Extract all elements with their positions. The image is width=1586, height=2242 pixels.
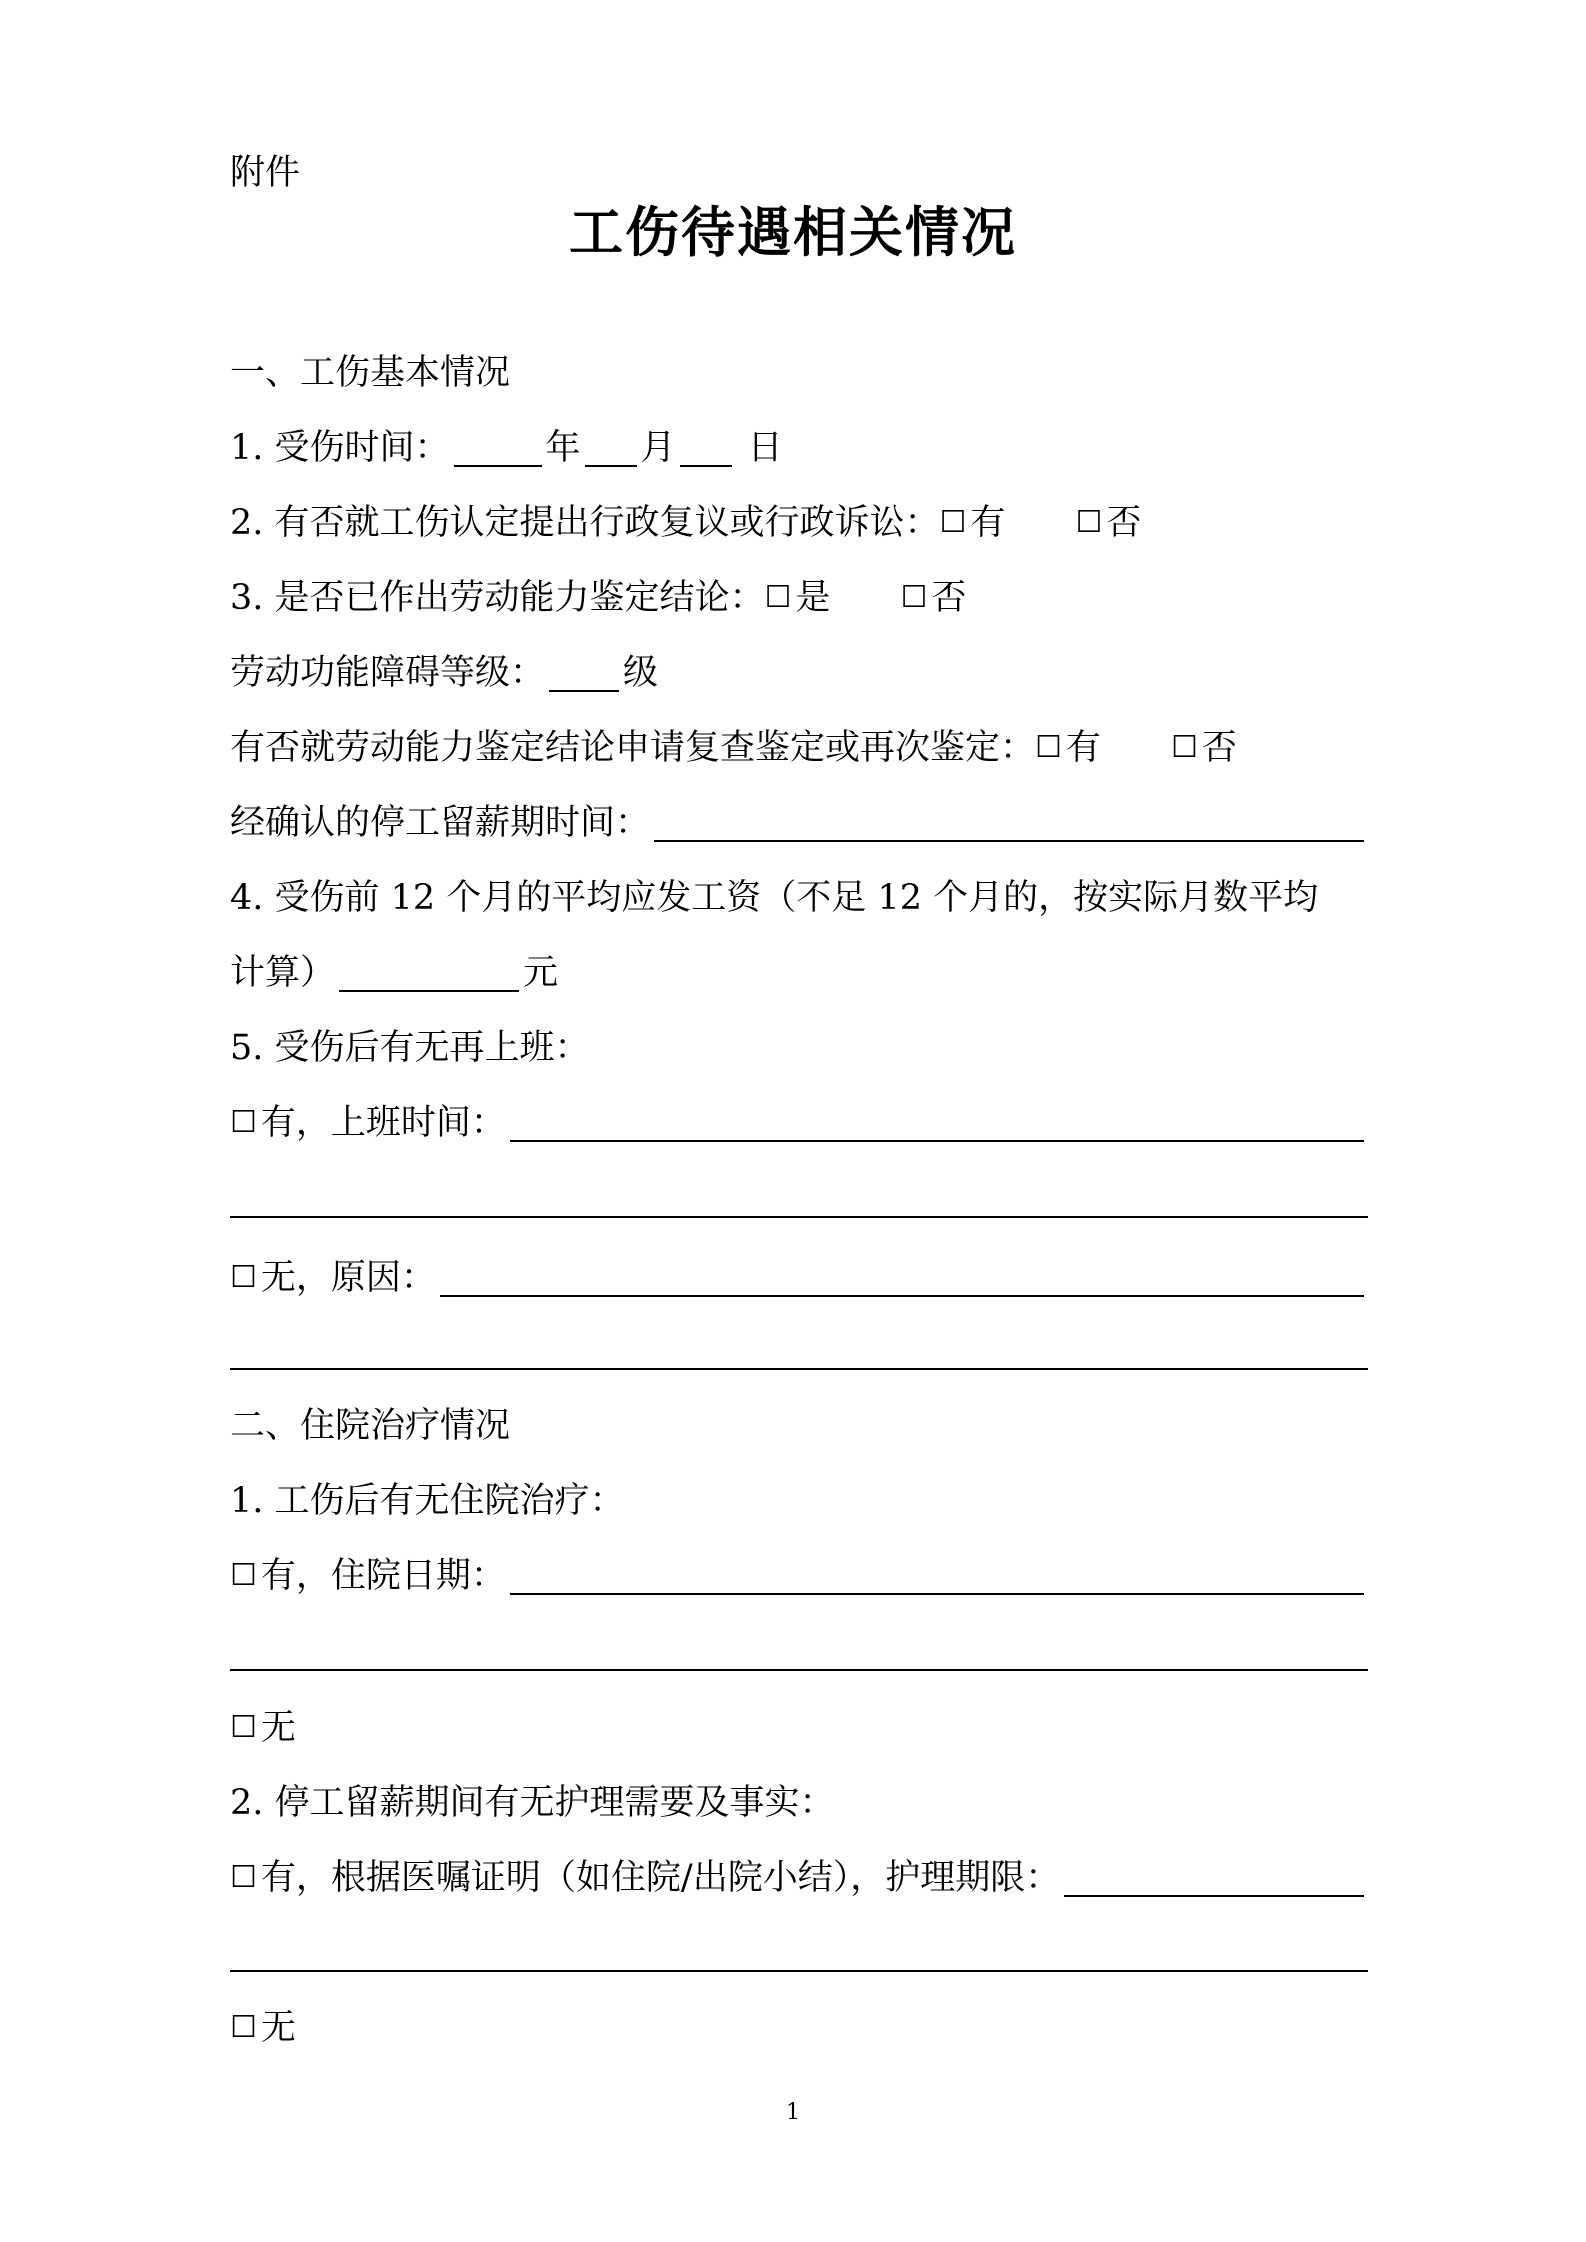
leave-period-field[interactable] bbox=[654, 798, 1364, 842]
nursing-period-field[interactable] bbox=[1064, 1853, 1364, 1897]
section2-heading: 二、住院治疗情况 bbox=[230, 1406, 511, 1446]
return-no-row: ☐ 无，原因： bbox=[230, 1250, 1368, 1306]
hospitalization-date-field[interactable] bbox=[510, 1551, 1364, 1595]
page-number: 1 bbox=[786, 2100, 800, 2125]
hospitalization-yes-checkbox[interactable]: ☐ bbox=[230, 1558, 257, 1593]
nursing-extra-line[interactable] bbox=[230, 1970, 1368, 1972]
hospitalization-extra-line[interactable] bbox=[230, 1669, 1368, 1671]
avg-wage-field[interactable] bbox=[339, 948, 519, 992]
disability-grade-row: 劳动功能障碍等级： 级 bbox=[230, 645, 658, 701]
section1-heading: 一、工伤基本情况 bbox=[230, 353, 511, 393]
return-to-work-row: 5. 受伤后有无再上班： bbox=[230, 1028, 590, 1068]
reassessment-row: 有否就劳动能力鉴定结论申请复查鉴定或再次鉴定： ☐ 有 ☐ 否 bbox=[230, 720, 1237, 776]
return-time-extra-line[interactable] bbox=[230, 1216, 1368, 1218]
nursing-no-row: ☐ 无 bbox=[230, 2000, 296, 2056]
admin-review-row: 2. 有否就工伤认定提出行政复议或行政诉讼： ☐ 有 ☐ 否 bbox=[230, 495, 1141, 551]
ability-assessment-no-checkbox[interactable]: ☐ bbox=[900, 580, 928, 615]
injury-day-field[interactable] bbox=[680, 423, 732, 467]
attachment-label: 附件 bbox=[230, 153, 301, 193]
hospitalization-row: 1. 工伤后有无住院治疗： bbox=[230, 1481, 625, 1521]
admin-review-no-checkbox[interactable]: ☐ bbox=[1075, 505, 1103, 540]
avg-wage-row-1: 4. 受伤前 12 个月的平均应发工资（不足 12 个月的，按实际月数平均 bbox=[230, 878, 1319, 918]
reassessment-yes-checkbox[interactable]: ☐ bbox=[1035, 730, 1062, 765]
nursing-no-checkbox[interactable]: ☐ bbox=[230, 2010, 257, 2045]
ability-assessment-yes-checkbox[interactable]: ☐ bbox=[764, 580, 792, 615]
admin-review-yes-checkbox[interactable]: ☐ bbox=[939, 505, 967, 540]
return-no-checkbox[interactable]: ☐ bbox=[230, 1260, 257, 1295]
hospitalization-no-checkbox[interactable]: ☐ bbox=[230, 1710, 257, 1745]
nursing-need-row: 2. 停工留薪期间有无护理需要及事实： bbox=[230, 1783, 835, 1823]
hospitalization-yes-row: ☐ 有，住院日期： bbox=[230, 1548, 1368, 1604]
nursing-yes-checkbox[interactable]: ☐ bbox=[230, 1860, 257, 1895]
page-title: 工伤待遇相关情况 bbox=[569, 201, 1017, 264]
no-return-reason-field[interactable] bbox=[440, 1253, 1364, 1297]
reassessment-no-checkbox[interactable]: ☐ bbox=[1170, 730, 1198, 765]
return-yes-row: ☐ 有，上班时间： bbox=[230, 1095, 1368, 1151]
nursing-yes-row: ☐ 有，根据医嘱证明（如住院/出院小结），护理期限： bbox=[230, 1850, 1368, 1906]
hospitalization-no-row: ☐ 无 bbox=[230, 1700, 296, 1756]
ability-assessment-row: 3. 是否已作出劳动能力鉴定结论： ☐ 是 ☐ 否 bbox=[230, 570, 966, 626]
injury-date-row: 1. 受伤时间： 年 月 日 bbox=[230, 420, 783, 476]
disability-grade-field[interactable] bbox=[549, 648, 619, 692]
injury-year-field[interactable] bbox=[454, 423, 542, 467]
injury-month-field[interactable] bbox=[585, 423, 637, 467]
reason-extra-line[interactable] bbox=[230, 1368, 1368, 1370]
leave-period-row: 经确认的停工留薪期时间： bbox=[230, 795, 1368, 851]
avg-wage-row-2: 计算） 元 bbox=[230, 945, 558, 1001]
return-yes-checkbox[interactable]: ☐ bbox=[230, 1105, 257, 1140]
return-time-field[interactable] bbox=[510, 1098, 1364, 1142]
